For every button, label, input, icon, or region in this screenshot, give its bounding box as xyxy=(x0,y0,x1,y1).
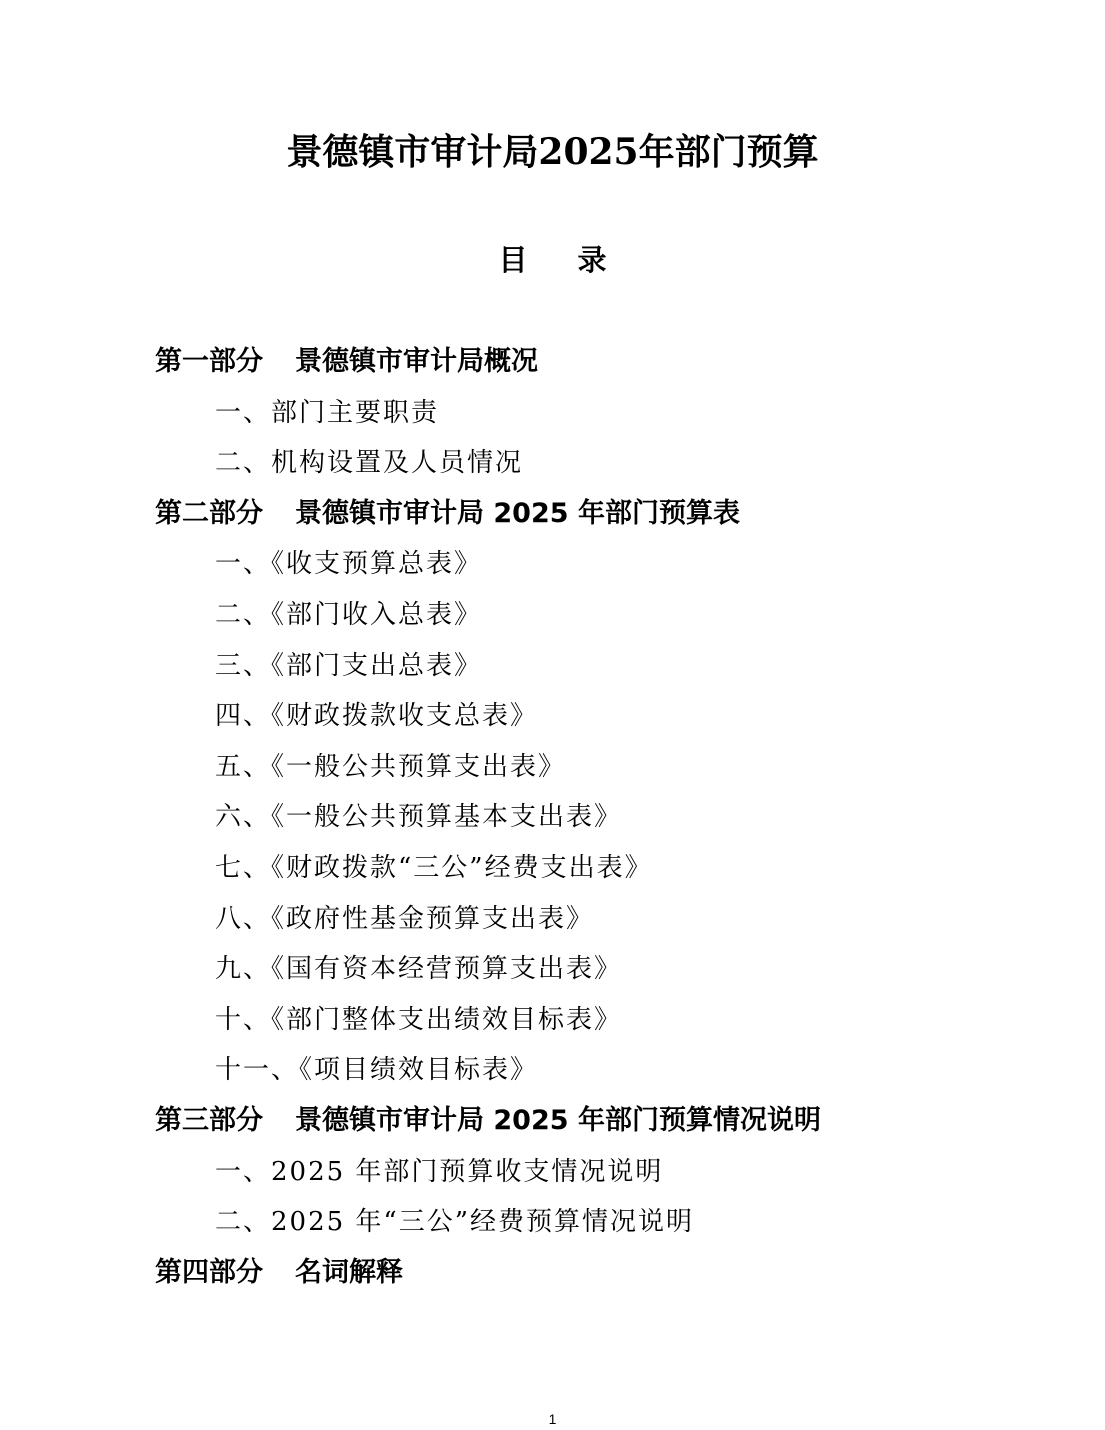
toc-part-title: 景德镇市审计局概况 xyxy=(295,346,538,377)
toc-part-title: 景德镇市审计局 2025 年部门预算表 xyxy=(295,497,740,529)
toc-part-number: 第三部分 xyxy=(155,1104,263,1136)
toc-item[interactable]: 七、《财政拨款“三公”经费支出表》 xyxy=(215,852,653,883)
toc-item[interactable]: 六、《一般公共预算基本支出表》 xyxy=(215,802,623,833)
toc-item[interactable]: 一、部门主要职责 xyxy=(215,397,440,428)
toc-item[interactable]: 十一、《项目绩效目标表》 xyxy=(215,1055,539,1086)
document-title: 景德镇市审计局2025年部门预算 xyxy=(286,131,819,173)
toc-part-1[interactable] xyxy=(155,337,1055,388)
toc-heading: 目录 xyxy=(498,243,657,277)
toc-item[interactable]: 八、《政府性基金预算支出表》 xyxy=(215,903,595,934)
toc-item[interactable]: 二、《部门收入总表》 xyxy=(215,599,483,630)
toc-item[interactable]: 二、2025 年“三公”经费预算情况说明 xyxy=(215,1207,695,1238)
toc-part-title: 名词解释 xyxy=(295,1256,403,1288)
toc-item[interactable]: 四、《财政拨款收支总表》 xyxy=(215,701,539,732)
toc-part-title: 景德镇市审计局 2025 年部门预算情况说明 xyxy=(295,1104,821,1136)
toc-item[interactable]: 一、《收支预算总表》 xyxy=(215,549,483,580)
toc-item[interactable]: 十、《部门整体支出绩效目标表》 xyxy=(215,1004,623,1035)
toc-part-number: 第四部分 xyxy=(155,1256,263,1288)
toc-part-2[interactable] xyxy=(155,489,1055,540)
table-of-contents xyxy=(155,337,1055,1298)
toc-part-4[interactable] xyxy=(155,1248,1055,1299)
toc-part-number: 第二部分 xyxy=(155,497,263,529)
toc-item[interactable]: 五、《一般公共预算支出表》 xyxy=(215,751,567,782)
toc-item[interactable]: 九、《国有资本经营预算支出表》 xyxy=(215,954,623,985)
toc-part-number: 第一部分 xyxy=(155,346,263,377)
toc-item[interactable]: 三、《部门支出总表》 xyxy=(215,650,483,681)
page-number: 1 xyxy=(548,1411,557,1427)
toc-part-3[interactable] xyxy=(155,1096,1055,1147)
toc-item[interactable]: 二、机构设置及人员情况 xyxy=(215,448,524,479)
toc-item[interactable]: 一、2025 年部门预算收支情况说明 xyxy=(215,1156,664,1187)
